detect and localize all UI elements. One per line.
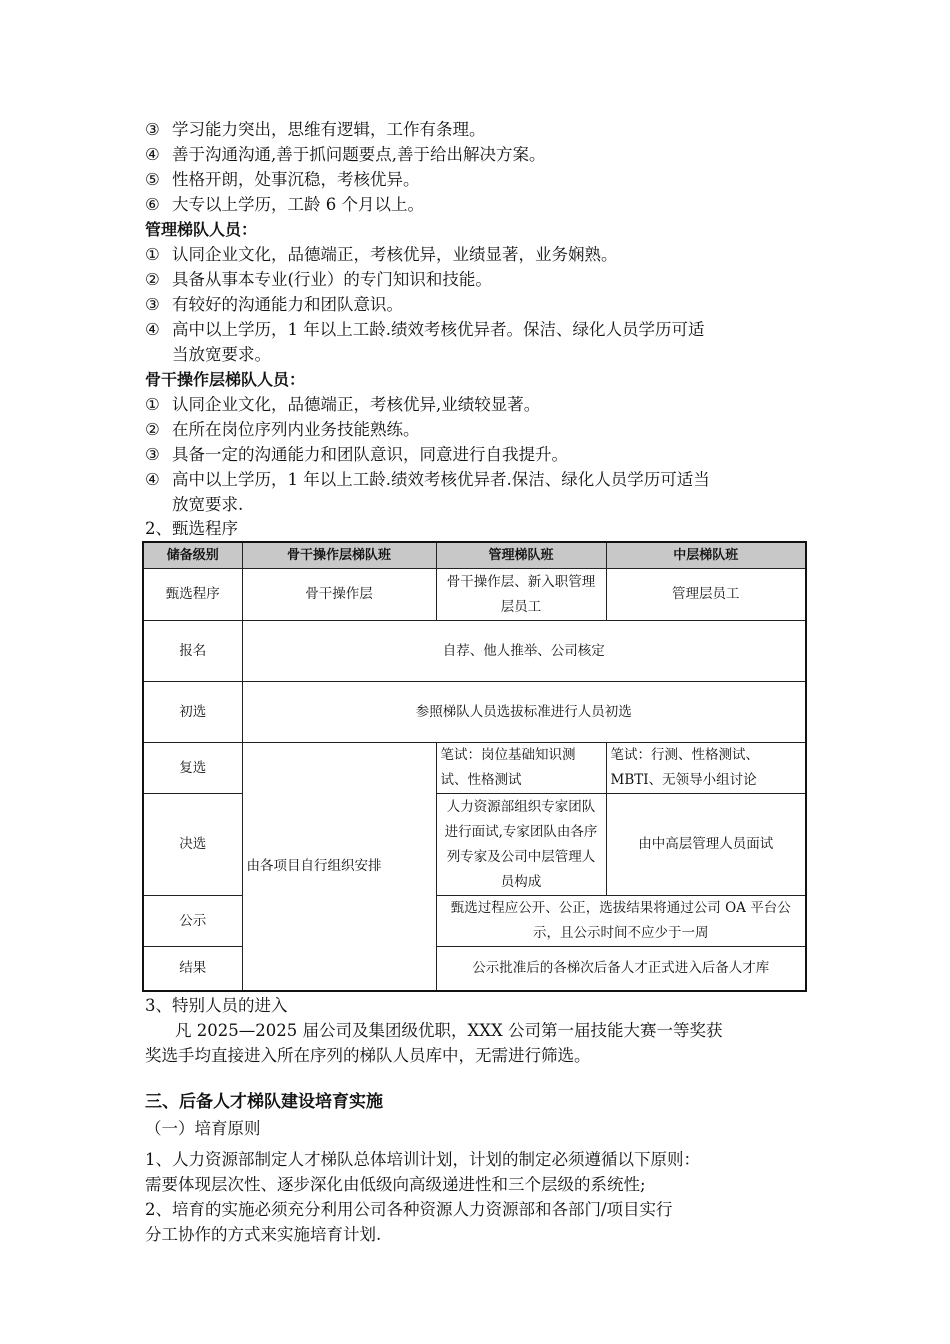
list-item xyxy=(145,443,568,467)
row-label: 公示 xyxy=(143,896,242,947)
list-item xyxy=(145,143,546,167)
table-cell: 笔试：行测、性格测试、MBTI、无领导小组讨论 xyxy=(606,743,806,794)
item-text: 具备从事本专业(行业）的专门知识和技能。 xyxy=(172,270,492,289)
paragraph-line: 奖选手均直接进入所在序列的梯队人员库中，无需进行筛选。 xyxy=(145,1046,591,1065)
list-item xyxy=(145,268,492,292)
list-item-continuation: 当放宽要求。 xyxy=(172,345,271,364)
list-item-continuation: 放宽要求. xyxy=(172,495,244,514)
list-item xyxy=(145,243,618,267)
item-number: ④ xyxy=(145,145,160,164)
table-cell: 人力资源部组织专家团队进行面试,专家团队由各序列专家及公司中层管理人员构成 xyxy=(436,794,606,896)
list-item xyxy=(145,468,710,492)
item-number: ⑤ xyxy=(145,170,160,189)
item-number: ③ xyxy=(145,295,160,314)
row-label: 决选 xyxy=(143,794,242,896)
table-row xyxy=(143,743,806,794)
row-label: 初选 xyxy=(143,682,242,743)
row-label: 甄选程序 xyxy=(143,569,242,621)
item-number: ④ xyxy=(145,320,160,339)
item-text: 高中以上学历，1 年以上工龄.绩效考核优异者。保洁、绿化人员学历可适 xyxy=(172,320,705,339)
table-cell: 骨干操作层、新入职管理层员工 xyxy=(436,569,606,621)
row-label: 结果 xyxy=(143,947,242,991)
list-item xyxy=(145,393,540,417)
table-cell: 骨干操作层 xyxy=(242,569,436,621)
backbone-heading: 骨干操作层梯队人员： xyxy=(145,370,306,389)
item-text: 高中以上学历，1 年以上工龄.绩效考核优异者.保洁、绿化人员学历可适当 xyxy=(172,470,710,489)
table-cell: 自荐、他人推举、公司核定 xyxy=(242,621,806,682)
table-header-cell: 骨干操作层梯队班 xyxy=(242,542,436,569)
paragraph-line: 1、人力资源部制定人才梯队总体培训计划，计划的制定必须遵循以下原则： xyxy=(145,1150,700,1169)
item-text: 学习能力突出，思维有逻辑，工作有条理。 xyxy=(172,120,486,139)
table-row xyxy=(143,569,806,621)
item-text: 认同企业文化，品德端正，考核优异，业绩显著，业务娴熟。 xyxy=(172,245,618,264)
item-text: 在所在岗位序列内业务技能熟练。 xyxy=(172,420,420,439)
section-heading: 2、甄选程序 xyxy=(145,519,238,538)
item-text: 认同企业文化，品德端正，考核优异,业绩较显著。 xyxy=(172,395,541,414)
item-number: ② xyxy=(145,420,160,439)
item-number: ③ xyxy=(145,120,160,139)
table-cell-merged: 由各项目自行组织安排 xyxy=(242,743,436,991)
table-cell: 公示批准后的各梯次后备人才正式进入后备人才库 xyxy=(436,947,806,991)
table-header-cell: 中层梯队班 xyxy=(606,542,806,569)
paragraph-line: 分工协作的方式来实施培育计划. xyxy=(145,1225,382,1244)
list-item xyxy=(145,168,420,192)
subsection-heading: （一）培育原则 xyxy=(145,1119,261,1138)
section-heading: 3、特别人员的进入 xyxy=(145,996,288,1015)
mgmt-heading: 管理梯队人员： xyxy=(145,220,258,239)
list-item xyxy=(145,193,424,217)
item-number: ④ xyxy=(145,470,160,489)
table-row xyxy=(143,621,806,682)
selection-procedure-table xyxy=(142,541,807,992)
item-number: ① xyxy=(145,245,160,264)
item-text: 性格开朗，处事沉稳，考核优异。 xyxy=(172,170,420,189)
item-text: 善于沟通沟通,善于抓问题要点,善于给出解决方案。 xyxy=(172,145,546,164)
table-header-row xyxy=(143,542,806,569)
table-cell: 笔试：岗位基础知识测试、性格测试 xyxy=(436,743,606,794)
table-cell: 参照梯队人员选拔标准进行人员初选 xyxy=(242,682,806,743)
item-number: ① xyxy=(145,395,160,414)
list-item xyxy=(145,418,420,442)
item-number: ③ xyxy=(145,445,160,464)
item-number: ⑥ xyxy=(145,195,160,214)
table-cell: 管理层员工 xyxy=(606,569,806,621)
part-heading: 三、后备人才梯队建设培育实施 xyxy=(145,1092,383,1112)
list-item xyxy=(145,318,705,342)
row-label: 复选 xyxy=(143,743,242,794)
table-header-cell: 管理梯队班 xyxy=(436,542,606,569)
list-item xyxy=(145,293,403,317)
paragraph-line: 需要体现层次性、逐步深化由低级向高级递进性和三个层级的系统性; xyxy=(145,1175,646,1194)
item-text: 具备一定的沟通能力和团队意识，同意进行自我提升。 xyxy=(172,445,568,464)
list-item xyxy=(145,118,486,142)
item-text: 大专以上学历，工龄 6 个月以上。 xyxy=(172,195,424,214)
table-header-cell: 储备级别 xyxy=(143,542,242,569)
paragraph-line: 2、培育的实施必须充分利用公司各种资源人力资源部和各部门/项目实行 xyxy=(145,1200,673,1219)
table-cell: 由中高层管理人员面试 xyxy=(606,794,806,896)
item-text: 有较好的沟通能力和团队意识。 xyxy=(172,295,403,314)
table-row xyxy=(143,682,806,743)
table-cell: 甄选过程应公开、公正，选拔结果将通过公司 OA 平台公示，且公示时间不应少于一周 xyxy=(436,896,806,947)
row-label: 报名 xyxy=(143,621,242,682)
item-number: ② xyxy=(145,270,160,289)
paragraph-line: 凡 2025—2025 届公司及集团级优职，XXX 公司第一届技能大赛一等奖获 xyxy=(175,1021,723,1040)
